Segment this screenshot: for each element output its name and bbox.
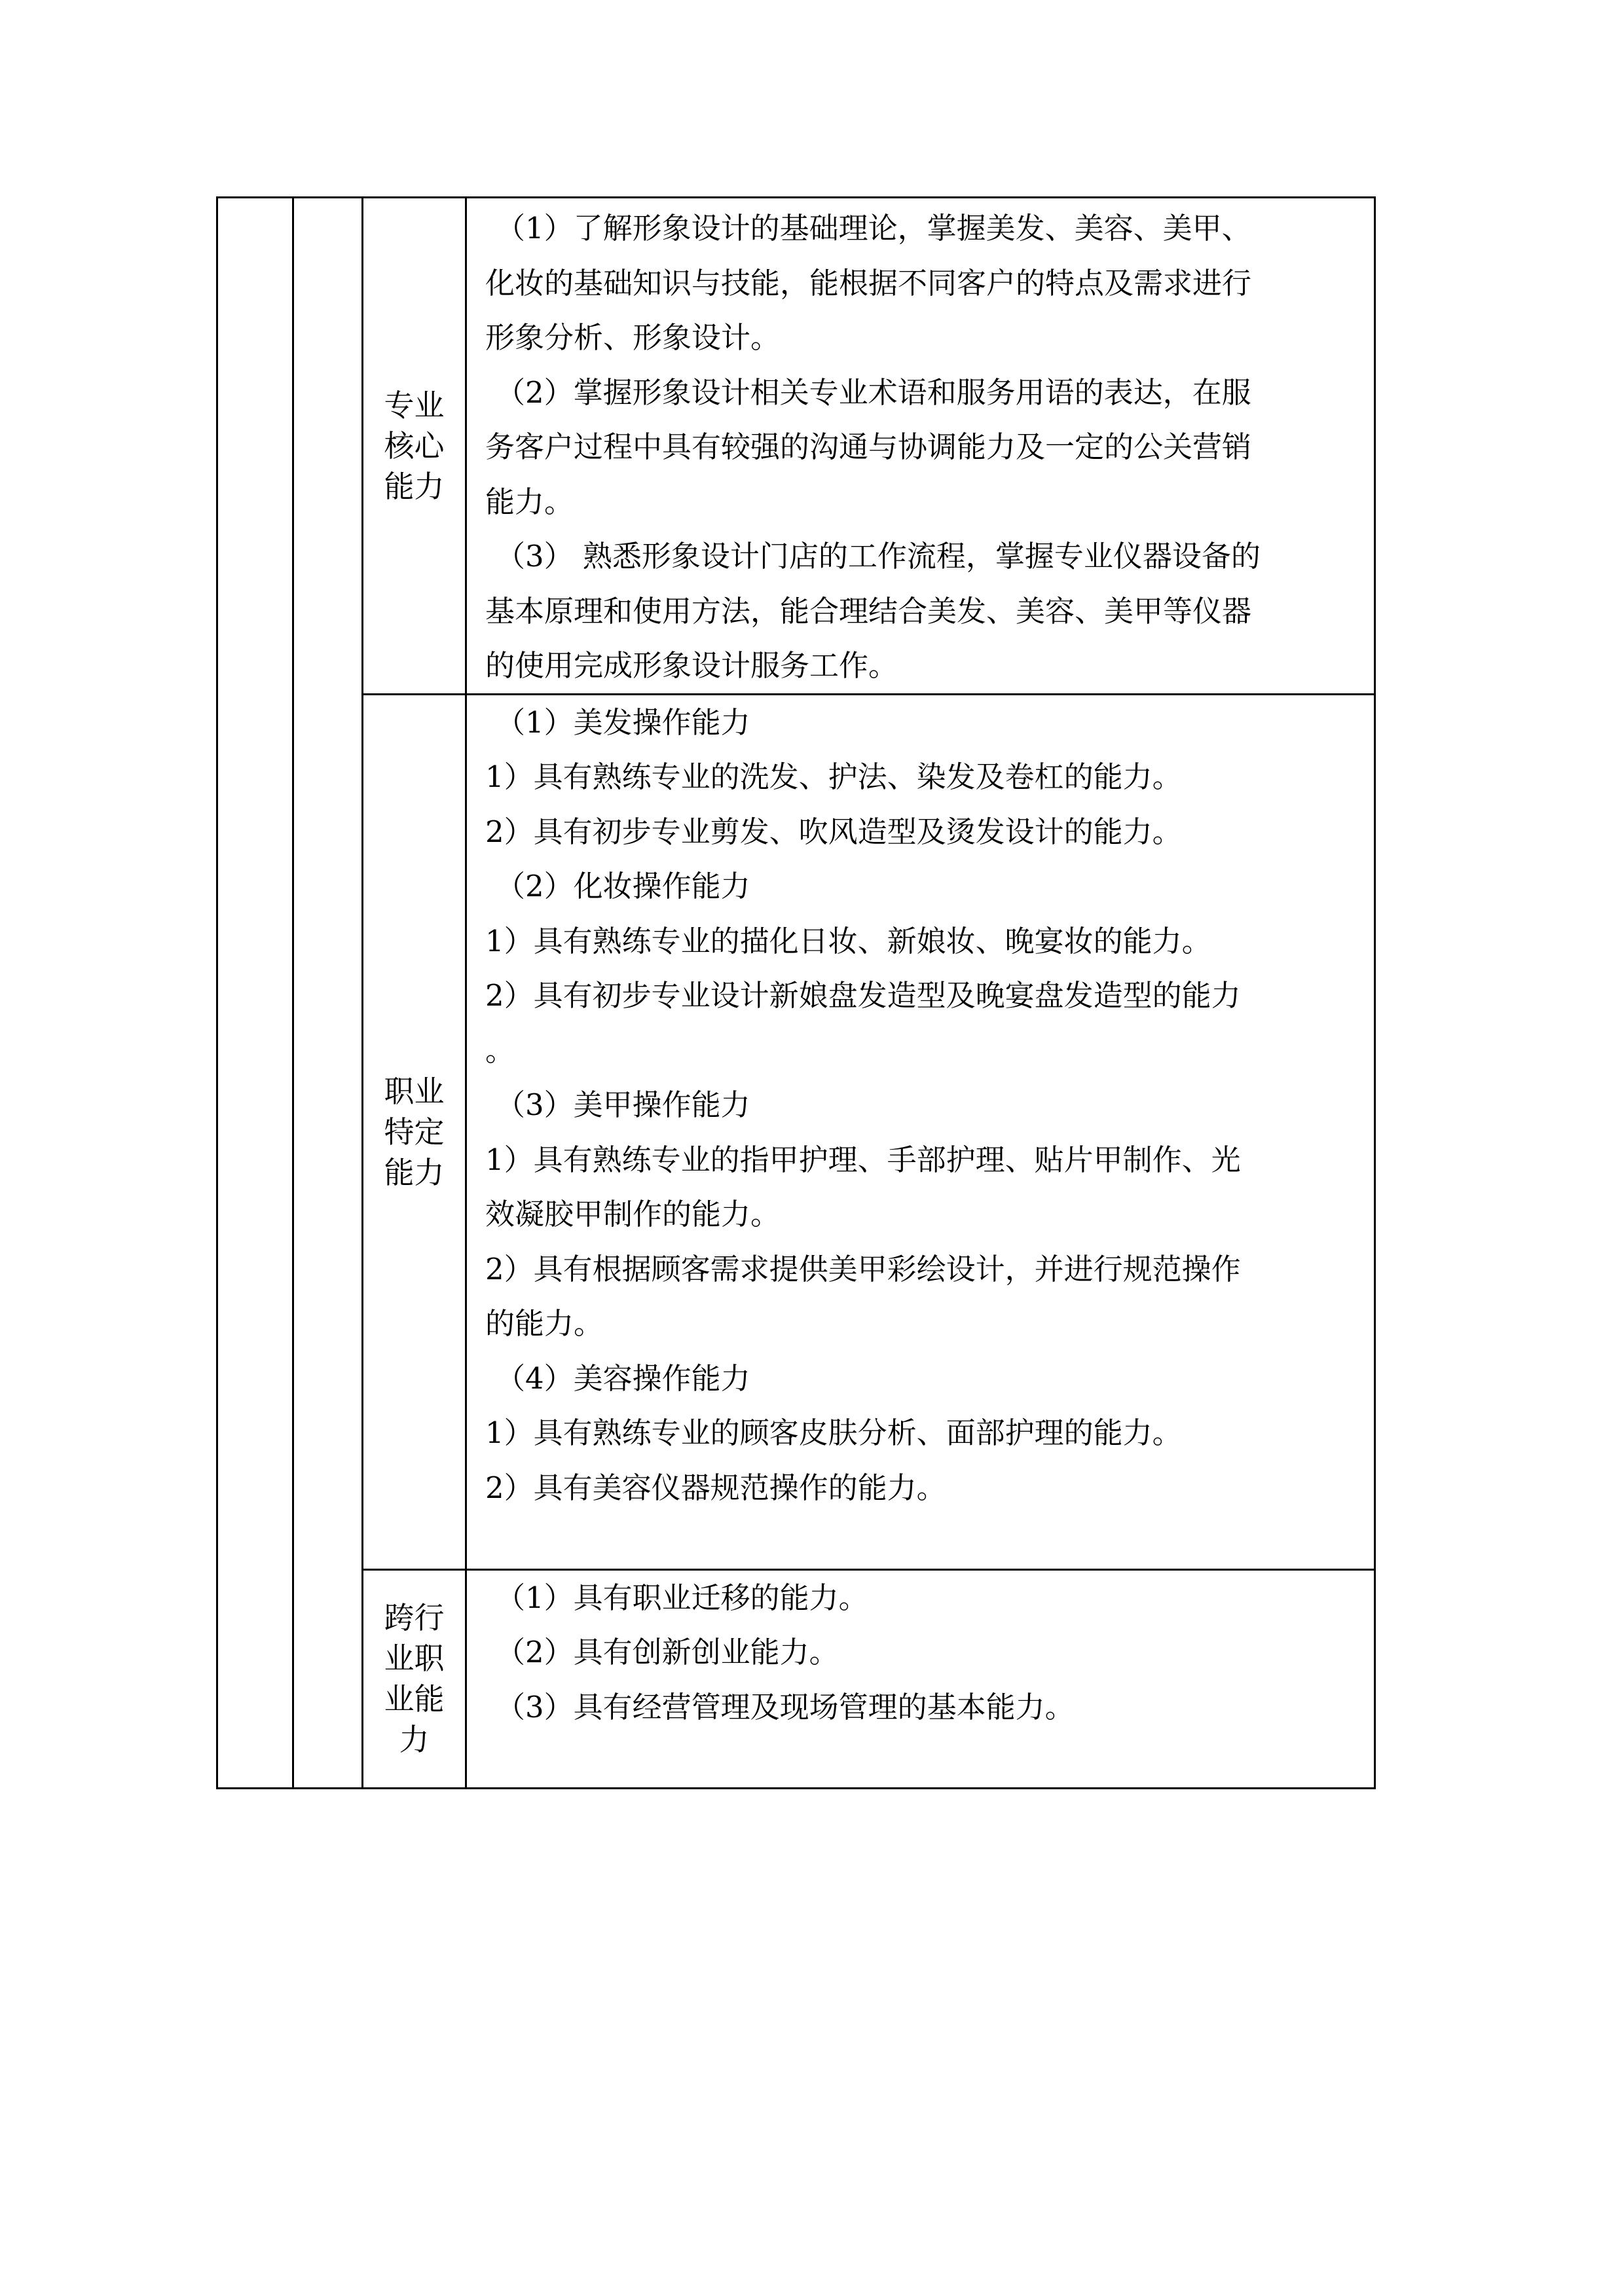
label-line: 职业	[384, 1073, 445, 1109]
content-cell-core-ability	[466, 198, 1375, 695]
content-line: 1）具有熟练专业的洗发、护法、染发及卷杠的能力。	[485, 759, 1182, 794]
content-line: （1）美发操作能力	[496, 704, 750, 740]
content-line: （1）具有职业迁移的能力。	[496, 1580, 868, 1615]
content-line: 效凝胶甲制作的能力。	[485, 1197, 781, 1231]
content-line: 1）具有熟练专业的指甲护理、手部护理、贴片甲制作、光	[485, 1142, 1241, 1177]
row-label-core-ability	[363, 198, 466, 695]
content-line: （2）掌握形象设计相关专业术语和服务用语的表达，在服	[496, 374, 1251, 410]
content-line: （1）了解形象设计的基础理论，掌握美发、美容、美甲、	[496, 211, 1251, 246]
content-line: 的能力。	[485, 1306, 604, 1341]
content-line: 2）具有根据顾客需求提供美甲彩绘设计，并进行规范操作	[485, 1251, 1241, 1286]
label-line: 能力	[384, 468, 445, 504]
content-line: 基本原理和使用方法，能合理结合美发、美容、美甲等仪器	[485, 593, 1252, 629]
content-line: 。	[485, 1032, 515, 1068]
table-row-core-ability	[217, 198, 1375, 695]
table-row-specific-ability	[217, 694, 1375, 1569]
label-line: 业职	[384, 1641, 445, 1676]
content-line: （4）美容操作能力	[496, 1360, 750, 1396]
content-line: （3） 熟悉形象设计门店的工作流程，掌握专业仪器设备的	[496, 539, 1261, 574]
row-label-specific-ability	[363, 694, 466, 1569]
content-line: 能力。	[485, 484, 574, 519]
label-line: 力	[399, 1722, 430, 1757]
merged-cell-col-1	[217, 198, 293, 1789]
label-line: 核心	[384, 428, 445, 464]
label-line: 跨行	[384, 1600, 445, 1635]
merged-cell-col-2	[293, 198, 363, 1789]
content-line: 1）具有熟练专业的描化日妆、新娘妆、晚宴妆的能力。	[485, 923, 1211, 958]
content-line: 2）具有初步专业剪发、吹风造型及烫发设计的能力。	[485, 814, 1182, 849]
content-line: （3）美甲操作能力	[496, 1087, 750, 1122]
content-line: 的使用完成形象设计服务工作。	[485, 648, 898, 683]
content-line: 化妆的基础知识与技能，能根据不同客户的特点及需求进行	[485, 265, 1252, 301]
label-line: 业能	[384, 1681, 445, 1717]
label-line: 专业	[384, 387, 445, 423]
content-line: （2）具有创新创业能力。	[496, 1635, 839, 1669]
content-line: 形象分析、形象设计。	[485, 320, 781, 355]
content-line: 2）具有美容仪器规范操作的能力。	[485, 1470, 946, 1505]
row-label-cross-industry-ability	[363, 1569, 466, 1788]
content-line: 1）具有熟练专业的顾客皮肤分析、面部护理的能力。	[485, 1415, 1182, 1450]
table-row-cross-industry-ability	[217, 1569, 1375, 1788]
label-line: 特定	[384, 1114, 445, 1150]
content-cell-specific-ability	[466, 694, 1375, 1569]
content-line: （3）具有经营管理及现场管理的基本能力。	[496, 1689, 1075, 1724]
content-line: 务客户过程中具有较强的沟通与协调能力及一定的公关营销	[485, 429, 1252, 464]
content-cell-cross-industry-ability	[466, 1569, 1375, 1788]
ability-table	[216, 196, 1376, 1789]
label-line: 能力	[384, 1154, 445, 1190]
content-line: 2）具有初步专业设计新娘盘发造型及晚宴盘发造型的能力	[485, 978, 1241, 1013]
content-line: （2）化妆操作能力	[496, 869, 750, 903]
